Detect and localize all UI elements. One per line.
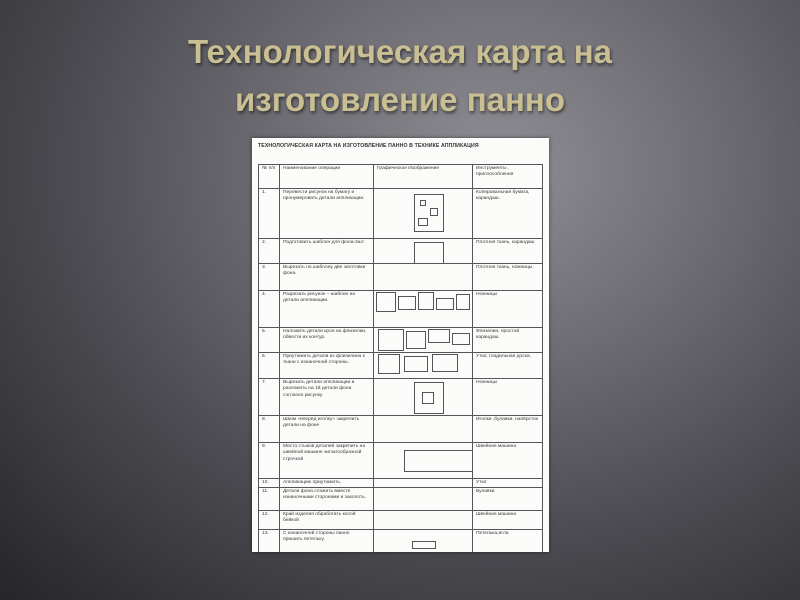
sketch-drawing bbox=[422, 392, 434, 404]
table-row bbox=[258, 290, 543, 328]
sketch-drawing bbox=[376, 292, 396, 312]
graphic-image-cell bbox=[374, 442, 473, 478]
table-row bbox=[258, 327, 543, 353]
tools-list: Флизелин, простой карандаш bbox=[473, 327, 543, 352]
row-number: 8. bbox=[258, 415, 280, 442]
table-row bbox=[258, 238, 543, 264]
row-number: 12. bbox=[258, 510, 280, 529]
row-number: 3. bbox=[258, 263, 280, 290]
sketch-drawing bbox=[430, 208, 438, 216]
sketch-drawing bbox=[436, 298, 454, 310]
slide-title-line1: Технологическая карта на bbox=[187, 33, 613, 70]
operation-name: Край изделия обработать косой бейкой bbox=[280, 510, 374, 529]
operation-name: Швом «вперёд иголку» закрепить детали на фоне bbox=[280, 415, 374, 442]
sketch-drawing bbox=[418, 292, 434, 310]
sketch-drawing bbox=[404, 356, 428, 372]
column-header-tools: Инструменты , приспособления bbox=[473, 164, 543, 188]
operation-name: Подготовить шаблон для фона-2шт. bbox=[280, 238, 374, 263]
sketch-drawing bbox=[432, 354, 458, 372]
column-header-number: № п/п bbox=[258, 164, 280, 188]
tools-list: Ножницы bbox=[473, 290, 543, 327]
graphic-image-cell bbox=[374, 415, 473, 442]
table-row bbox=[258, 378, 543, 416]
column-header-image: Графическое Изображение bbox=[374, 164, 473, 188]
graphic-image-cell bbox=[374, 510, 473, 529]
graphic-image-cell bbox=[374, 378, 473, 415]
graphic-image-cell bbox=[374, 238, 473, 263]
table-row bbox=[258, 352, 543, 379]
sketch-drawing bbox=[378, 354, 400, 374]
row-number: 4. bbox=[258, 290, 280, 327]
graphic-image-cell bbox=[374, 478, 473, 487]
row-number: 10. bbox=[258, 478, 280, 487]
table-row bbox=[258, 487, 543, 511]
row-number: 9. bbox=[258, 442, 280, 478]
row-number: 7. bbox=[258, 378, 280, 415]
operation-name: Вырезать по шаблону две заготовки фона. bbox=[280, 263, 374, 290]
table-row bbox=[258, 415, 543, 443]
slide-title-line2: изготовление панно bbox=[235, 81, 565, 118]
table-row bbox=[258, 510, 543, 530]
sketch-drawing bbox=[398, 296, 416, 310]
sketch-drawing bbox=[414, 194, 444, 232]
graphic-image-cell bbox=[374, 352, 473, 378]
sketch-drawing bbox=[378, 329, 404, 351]
tools-list: Копировальная бумага, карандаш. bbox=[473, 188, 543, 238]
row-number: 2. bbox=[258, 238, 280, 263]
operation-name: Место стыков деталей закрепить на швейной машине зигзагообразной строчкой bbox=[280, 442, 374, 478]
operation-name: С изнаночной стороны панно пришить петельку. bbox=[280, 529, 374, 552]
row-number: 13. bbox=[258, 529, 280, 552]
sketch-drawing bbox=[414, 242, 444, 263]
graphic-image-cell bbox=[374, 487, 473, 510]
table-row bbox=[258, 529, 543, 552]
tools-list: Плотная ткань, карандаш bbox=[473, 238, 543, 263]
tools-list: Швейная машина bbox=[473, 442, 543, 478]
operation-name: Перевести рисунок на бумагу и пронумеровать детали аппликации. bbox=[280, 188, 374, 238]
table-row bbox=[258, 188, 543, 239]
sketch-drawing bbox=[412, 541, 436, 549]
operation-name: Разрезать рисунок – шаблон на детали аппликации. bbox=[280, 290, 374, 327]
sketch-drawing bbox=[420, 200, 426, 206]
sketch-drawing bbox=[452, 333, 470, 345]
operation-name: Наложить детали кроя на флизелин, обвести их контур. bbox=[280, 327, 374, 352]
row-number: 5. bbox=[258, 327, 280, 352]
graphic-image-cell bbox=[374, 529, 473, 552]
graphic-image-cell bbox=[374, 327, 473, 352]
tools-list: Утюг, гладильная доска. bbox=[473, 352, 543, 378]
sketch-drawing bbox=[404, 450, 473, 472]
sketch-drawing bbox=[406, 331, 426, 349]
graphic-image-cell bbox=[374, 263, 473, 290]
document-heading: ТЕХНОЛОГИЧЕСКАЯ КАРТА НА ИЗГОТОВЛЕНИЕ ПАННО В ТЕХНИКЕ АППЛИКАЦИЯ bbox=[258, 143, 479, 149]
row-number: 6. bbox=[258, 352, 280, 378]
sketch-drawing bbox=[456, 294, 470, 310]
column-header-operation: Наименование операции bbox=[280, 164, 374, 188]
tools-list: Булавки bbox=[473, 487, 543, 510]
operation-name: Аппликацию приутюжить. bbox=[280, 478, 374, 487]
tools-list: Плотная ткань, ножницы. bbox=[473, 263, 543, 290]
row-number: 1. bbox=[258, 188, 280, 238]
row-number: 11. bbox=[258, 487, 280, 510]
sketch-drawing bbox=[418, 218, 428, 226]
tools-list: Швейная машина bbox=[473, 510, 543, 529]
operation-name: Детали фона сложить вместе изнаночными сторонами и заколоть. bbox=[280, 487, 374, 510]
operation-name: Приутюжить детали из флизелина к ткани с изнаночной стороны. bbox=[280, 352, 374, 378]
tools-list: Иголки ,булавки, напёрсток bbox=[473, 415, 543, 442]
graphic-image-cell bbox=[374, 290, 473, 327]
sketch-drawing bbox=[428, 329, 450, 343]
table-header-row bbox=[258, 164, 543, 189]
tools-list: Ножницы bbox=[473, 378, 543, 415]
table-row bbox=[258, 442, 543, 479]
graphic-image-cell bbox=[374, 188, 473, 238]
tools-list: Петелька,игла bbox=[473, 529, 543, 552]
table-row bbox=[258, 263, 543, 291]
operation-name: Вырезать детали аппликации и разложить на 1й детали фона согласно рисунку. bbox=[280, 378, 374, 415]
tools-list: Утюг bbox=[473, 478, 543, 487]
tech-card-document bbox=[252, 138, 549, 552]
